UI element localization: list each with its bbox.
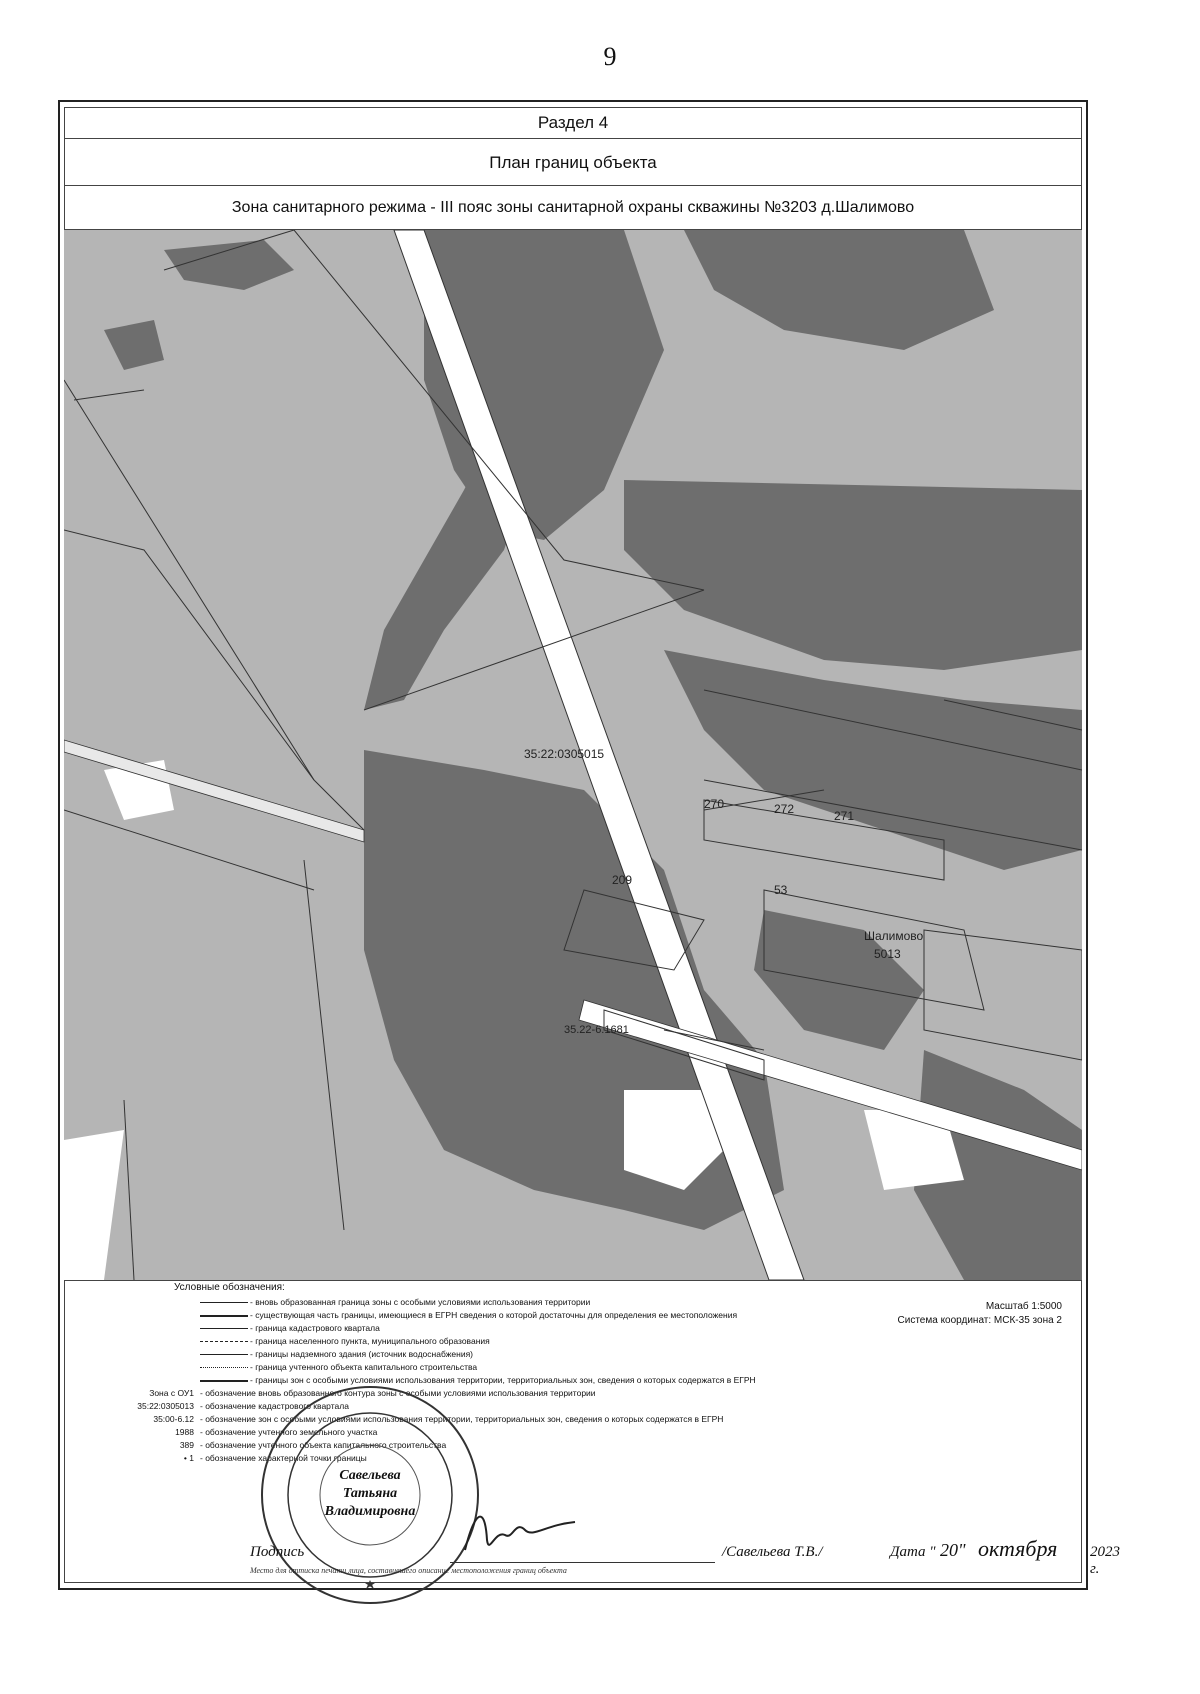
signature-line [450,1562,715,1563]
legend-text: - границы зон с особыми условиями использования территории, территориальных зон, сведения о которых содержатся в ЕГРН [250,1375,756,1385]
legend-item [94,1348,473,1361]
signer-name: /Савельева Т.В./ [722,1544,823,1560]
section-title: Раздел 4 [64,107,1082,139]
coord-system-text: Система координат: МСК-35 зона 2 [897,1315,1062,1326]
map-image [64,230,1082,1281]
zone-label: 35.22-6.1681 [564,1024,629,1036]
stamp-name-1: Савельева [339,1468,401,1483]
date-year: 2023 г. [1090,1544,1120,1577]
line-swatch [200,1300,248,1306]
legend-text: - обозначение характерной точки границы [200,1453,367,1463]
round-stamp [255,1380,485,1610]
signature-label: Подпись [250,1544,305,1560]
stamp-caption: Место для оттиска печати лица, составившего описание местоположения границ объекта [250,1566,567,1575]
map-svg [64,230,1082,1280]
legend-item [94,1309,737,1322]
legend-text: - существующая часть границы, имеющиеся в ЕГРН сведения о которой достаточны для определения ее местоположения [250,1310,738,1320]
legend-code: • 1 [183,1453,194,1463]
legend-item [94,1296,590,1309]
quarter-village-label: 5013 [874,947,901,961]
legend-text: - граница населенного пункта, муниципального образования [250,1336,490,1346]
legend-text: - обозначение кадастрового квартала [200,1401,349,1411]
date-day: 20" [940,1540,966,1560]
parcel-272-label: 272 [774,802,795,816]
legend-text: - границы надземного здания (источник водоснабжения) [250,1349,474,1359]
legend-text: - обозначение вновь образованного контура зоны с особыми условиями использования территории [200,1388,596,1398]
legend-title: Условные обозначения: [174,1282,285,1293]
legend-text: - граница кадастрового квартала [250,1323,380,1333]
legend-code: 35:22:0305013 [137,1401,194,1411]
line-swatch [200,1339,248,1345]
page-number: 9 [603,42,617,71]
scale-text: Масштаб 1:5000 [985,1301,1062,1312]
plan-title: План границ объекта [64,139,1082,186]
date-label: Дата " [890,1544,936,1560]
line-swatch [200,1365,248,1371]
parcel-209-label: 209 [612,873,633,887]
legend-text: - обозначение зон с особыми условиями использования территории, территориальных зон, сведения о которых содержатся в ЕГРН [200,1414,724,1424]
legend-text: - обозначение учтенного объекта капитального строительства [200,1440,447,1450]
legend-code: 389 [179,1440,194,1450]
scale-info [898,1300,1062,1328]
stamp-name-3: Владимировна [324,1504,416,1519]
legend-item [94,1335,490,1348]
legend-text: - обозначение учтенного земельного участка [200,1427,378,1437]
legend-code: 35:00-6.12 [153,1414,194,1424]
zone-title: Зона санитарного режима - III пояс зоны санитарной охраны скважины №3203 д.Шалимово [64,186,1082,230]
date-month: октября [978,1536,1058,1561]
line-swatch [200,1378,248,1384]
legend-text: - граница учтенного объекта капитального строительства [250,1362,478,1372]
legend-code: 1988 [175,1427,194,1437]
village-label: Шалимово [864,929,924,943]
legend-item [94,1322,380,1335]
parcel-53-label: 53 [774,883,788,897]
line-swatch [200,1326,248,1332]
line-swatch [200,1313,248,1319]
legend-text: - вновь образованная граница зоны с особыми условиями использования территории [250,1297,591,1307]
stamp-name-2: Татьяна [342,1486,398,1501]
line-swatch [200,1352,248,1358]
quarter-main-label: 35:22:0305015 [524,747,605,761]
parcel-271-label: 271 [834,809,855,823]
legend-code: Зона с ОУ1 [149,1388,194,1398]
legend-item [94,1361,477,1374]
parcel-270-label: 270 [704,797,725,811]
